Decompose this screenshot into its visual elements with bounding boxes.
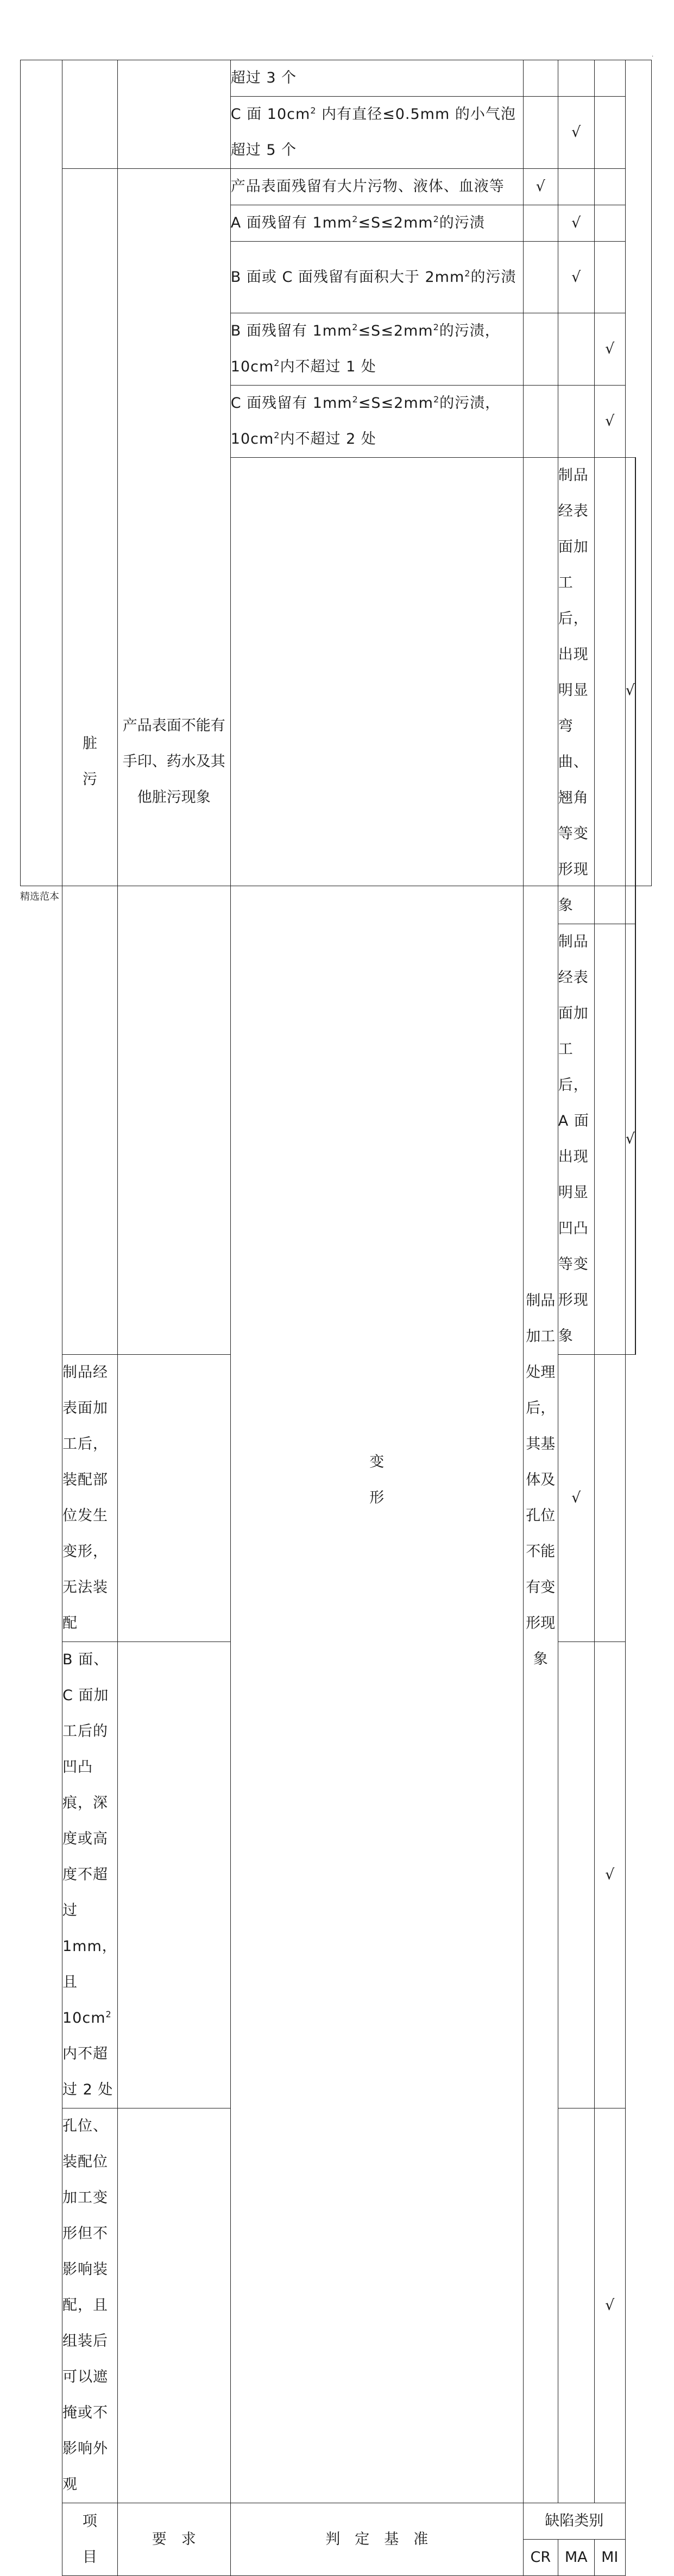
cr-mark — [523, 205, 558, 242]
ma-mark — [558, 313, 594, 386]
header-row — [62, 2503, 636, 2540]
mi-mark — [635, 924, 636, 1355]
requirement-cell-deform: 制品加工处理后，其基体及孔位不能有变形现象 — [523, 458, 558, 2503]
cr-mark — [117, 1355, 230, 1642]
criterion-cell: B 面或 C 面残留有面积大于 $2mm^2$的污渍 — [230, 242, 523, 313]
criterion-cell: C 面 $10cm^2$ 内有直径≤0.5mm 的小气泡超过 5 个 — [230, 97, 523, 169]
inspection-table — [62, 60, 636, 2576]
criterion-cell: 制品经表面加工后，A 面出现明显凹凸等变形现象 — [558, 924, 594, 1355]
criterion-cell: 孔位、装配位加工变形但不影响装配，且组装后可以遮掩或不影响外观 — [62, 2108, 118, 2503]
ma-mark: √ — [625, 924, 635, 1355]
ma-mark — [558, 1642, 594, 2108]
mi-mark — [594, 242, 625, 313]
header-criteria: 判 定 基 准 — [230, 2503, 523, 2576]
mi-mark: √ — [594, 2108, 625, 2503]
cr-mark — [117, 1642, 230, 2108]
criterion-cell: 超过 3 个 — [230, 60, 523, 97]
ma-mark — [558, 2108, 594, 2503]
ma-mark — [558, 169, 594, 205]
requirement-cell-dirt: 产品表面不能有手印、药水及其他脏污现象 — [117, 169, 230, 1355]
header-ma: MA — [558, 2540, 594, 2576]
category-cell-dirt: 脏 污 — [62, 169, 118, 1355]
criterion-cell: 制品经表面加工后，装配部位发生变形，无法装配 — [62, 1355, 118, 1642]
header-mi: MI — [594, 2540, 625, 2576]
mi-mark — [594, 1355, 625, 1642]
criterion-cell: C 面残留有 $1mm^2\le S\le 2mm^2$的污渍，$10cm^2$内不超过 2 处 — [230, 386, 523, 458]
header-requirement: 要 求 — [117, 2503, 230, 2576]
cr-mark — [594, 924, 625, 1355]
mi-mark — [594, 97, 625, 169]
category-cell-deform: 变 形 — [230, 458, 523, 2503]
mi-mark — [594, 169, 625, 205]
mi-mark: √ — [594, 386, 625, 458]
ma-mark — [558, 60, 594, 97]
mi-mark: √ — [594, 313, 625, 386]
requirement-cell-blank — [117, 60, 230, 169]
cr-mark — [117, 2108, 230, 2503]
criterion-cell: B 面、C 面加工后的凹凸痕，深度或高度不超过 1mm，且 $10cm^2$内不超过 2 处 — [62, 1642, 118, 2108]
table-row — [62, 60, 636, 97]
cr-mark — [523, 97, 558, 169]
ma-mark: √ — [625, 458, 635, 924]
mi-mark — [594, 60, 625, 97]
ma-mark: √ — [558, 242, 594, 313]
mi-mark: √ — [594, 1642, 625, 2108]
mi-mark — [594, 205, 625, 242]
ma-mark: √ — [558, 97, 594, 169]
header-defect-class: 缺陷类别 — [523, 2503, 625, 2540]
cr-mark — [523, 60, 558, 97]
footer-note: 精选范本 — [20, 891, 59, 902]
cr-mark — [523, 242, 558, 313]
criterion-cell: 制品经表面加工后，出现明显弯曲、翘角等变形现象 — [558, 458, 594, 924]
header-cr: CR — [523, 2540, 558, 2576]
ma-mark: √ — [558, 205, 594, 242]
page-marker: . — [652, 52, 654, 58]
category-cell-blank — [62, 60, 118, 169]
criterion-cell: 产品表面残留有大片污物、液体、血液等 — [230, 169, 523, 205]
criterion-cell: B 面残留有 $1mm^2\le S\le 2mm^2$的污渍，$10cm^2$内不超过 1 处 — [230, 313, 523, 386]
mi-mark — [635, 458, 636, 924]
table-row — [62, 169, 636, 205]
cr-mark: √ — [523, 169, 558, 205]
ma-mark — [558, 386, 594, 458]
criterion-cell: A 面残留有 $1mm^2\le S\le 2mm^2$的污渍 — [230, 205, 523, 242]
ma-mark: √ — [558, 1355, 594, 1642]
header-item: 项 目 — [62, 2503, 118, 2576]
cr-mark — [523, 386, 558, 458]
cr-mark — [594, 458, 625, 924]
cr-mark — [523, 313, 558, 386]
